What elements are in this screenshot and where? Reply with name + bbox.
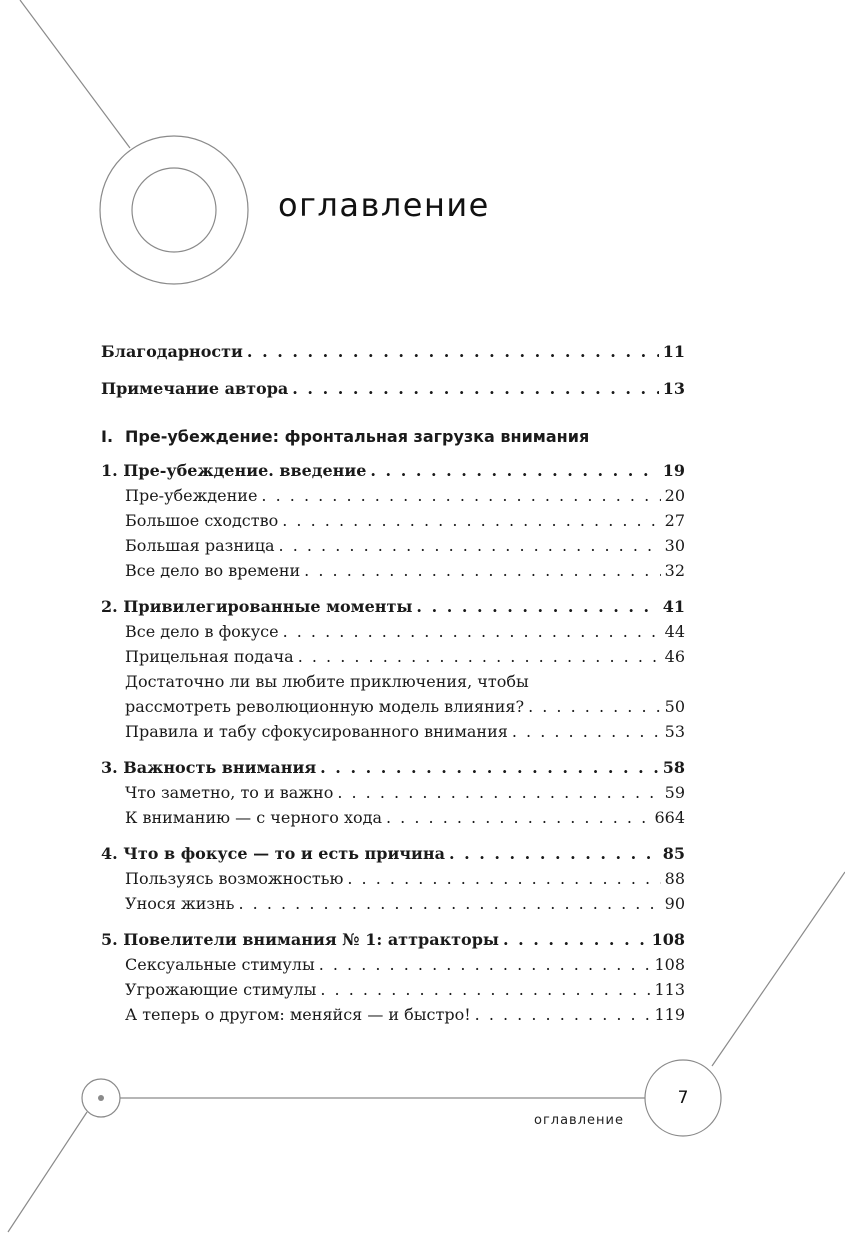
part-title: Пре-убеждение: фронтальная загрузка внимания: [125, 427, 590, 446]
toc-section[interactable]: [101, 864, 685, 889]
toc-entry-acknowledgements[interactable]: [101, 337, 685, 362]
dot-leader: [304, 561, 660, 581]
toc-entry-label: 2. Привилегированные моменты: [101, 597, 413, 616]
toc-section[interactable]: [101, 1000, 685, 1025]
dot-leader: [320, 758, 659, 778]
toc-entry-page: 108: [654, 955, 685, 974]
toc-entry-page: 119: [654, 1005, 685, 1024]
toc-entry-page: 58: [662, 758, 685, 777]
toc-section[interactable]: [101, 803, 685, 828]
toc-entry-page: 664: [654, 808, 685, 827]
toc-entry-page: 88: [664, 869, 685, 888]
dot-leader: [238, 894, 660, 914]
toc-entry-page: 50: [664, 697, 685, 716]
toc-entry-page: 20: [664, 486, 685, 505]
toc-entry-page: 44: [664, 622, 685, 641]
dot-leader: [337, 783, 660, 803]
dot-leader: [386, 808, 650, 828]
toc-section[interactable]: [101, 950, 685, 975]
toc-section[interactable]: [101, 556, 685, 581]
table-of-contents: [101, 337, 685, 1025]
dot-leader: [319, 955, 651, 975]
dot-leader: [528, 697, 661, 717]
toc-entry-label: Что заметно, то и важно: [125, 783, 334, 802]
toc-entry-label-continued: рассмотреть революционную модель влияния?: [125, 697, 525, 716]
toc-section[interactable]: [101, 778, 685, 803]
toc-section[interactable]: [101, 506, 685, 531]
toc-entry-label: Все дело в фокусе: [125, 622, 279, 641]
toc-entry-page: 108: [651, 930, 685, 949]
toc-section[interactable]: [101, 717, 685, 742]
part-heading: [101, 421, 685, 446]
toc-entry-page: 27: [664, 511, 685, 530]
toc-section[interactable]: [101, 642, 685, 667]
toc-entry-label: 3. Важность внимания: [101, 758, 317, 777]
dot-leader: [503, 930, 648, 950]
toc-section[interactable]: [101, 531, 685, 556]
dot-leader: [247, 342, 659, 362]
toc-entry-label: Примечание автора: [101, 379, 289, 398]
dot-leader: [475, 1005, 651, 1025]
title-inner-ring: [132, 168, 216, 252]
running-footer: оглавление: [534, 1113, 624, 1128]
dot-leader: [292, 379, 658, 399]
toc-entry-label: Пре-убеждение: [125, 486, 258, 505]
toc-entry-label: 1. Пре-убеждение. введение: [101, 461, 367, 480]
toc-section[interactable]: [101, 975, 685, 1000]
toc-entry-label: Достаточно ли вы любите приключения, чтобы: [125, 672, 529, 691]
toc-section[interactable]: [101, 889, 685, 914]
toc-entry-author-note[interactable]: [101, 374, 685, 399]
toc-entry-label: Все дело во времени: [125, 561, 301, 580]
dot-leader: [298, 647, 661, 667]
toc-section-line-2[interactable]: [101, 692, 685, 717]
toc-entry-page: 30: [664, 536, 685, 555]
toc-entry-label: Пользуясь возможностью: [125, 869, 344, 888]
toc-entry-label: К вниманию — с черного хода: [125, 808, 382, 827]
dot-leader: [261, 486, 660, 506]
dot-leader: [416, 597, 658, 617]
toc-entry-page: 11: [662, 342, 685, 361]
toc-entry-page: 59: [664, 783, 685, 802]
toc-section-line-1[interactable]: [101, 667, 685, 692]
toc-entry-label: 4. Что в фокусе — то и есть причина: [101, 844, 445, 863]
toc-entry-label: А теперь о другом: меняйся — и быстро!: [125, 1005, 471, 1024]
toc-entry-page: 32: [664, 561, 685, 580]
page-title: оглавление: [278, 186, 490, 224]
toc-section[interactable]: [101, 481, 685, 506]
dot-leader: [282, 511, 660, 531]
toc-section[interactable]: [101, 617, 685, 642]
dot-leader: [449, 844, 659, 864]
toc-chapter-5[interactable]: [101, 925, 685, 950]
toc-entry-label: Прицельная подача: [125, 647, 294, 666]
toc-entry-label: Большая разница: [125, 536, 275, 555]
toc-entry-page: 113: [654, 980, 685, 999]
toc-entry-label: 5. Повелители внимания № 1: аттракторы: [101, 930, 499, 949]
dot-leader: [370, 461, 658, 481]
dot-leader: [347, 869, 660, 889]
dot-leader: [320, 980, 650, 1000]
toc-entry-page: 46: [664, 647, 685, 666]
toc-entry-page: 41: [662, 597, 685, 616]
toc-entry-page: 53: [664, 722, 685, 741]
part-number: I.: [101, 427, 114, 446]
toc-chapter-1[interactable]: [101, 456, 685, 481]
toc-entry-label: Сексуальные стимулы: [125, 955, 315, 974]
toc-entry-page: 19: [662, 461, 685, 480]
dot-leader: [279, 536, 661, 556]
toc-chapter-3[interactable]: [101, 753, 685, 778]
toc-entry-page: 90: [664, 894, 685, 913]
toc-entry-page: 13: [662, 379, 685, 398]
toc-entry-label: Благодарности: [101, 342, 243, 361]
title-outer-ring: [100, 136, 248, 284]
toc-entry-label: Унося жизнь: [125, 894, 235, 913]
toc-chapter-2[interactable]: [101, 592, 685, 617]
toc-entry-label: Большое сходство: [125, 511, 279, 530]
toc-entry-label: Угрожающие стимулы: [125, 980, 317, 999]
toc-chapter-4[interactable]: [101, 839, 685, 864]
dot-leader: [512, 722, 661, 742]
toc-entry-page: 85: [662, 844, 685, 863]
dot-leader: [283, 622, 661, 642]
page-number: 7: [677, 1088, 689, 1108]
toc-entry-label: Правила и табу сфокусированного внимания: [125, 722, 508, 741]
footer-dot: [98, 1095, 104, 1101]
